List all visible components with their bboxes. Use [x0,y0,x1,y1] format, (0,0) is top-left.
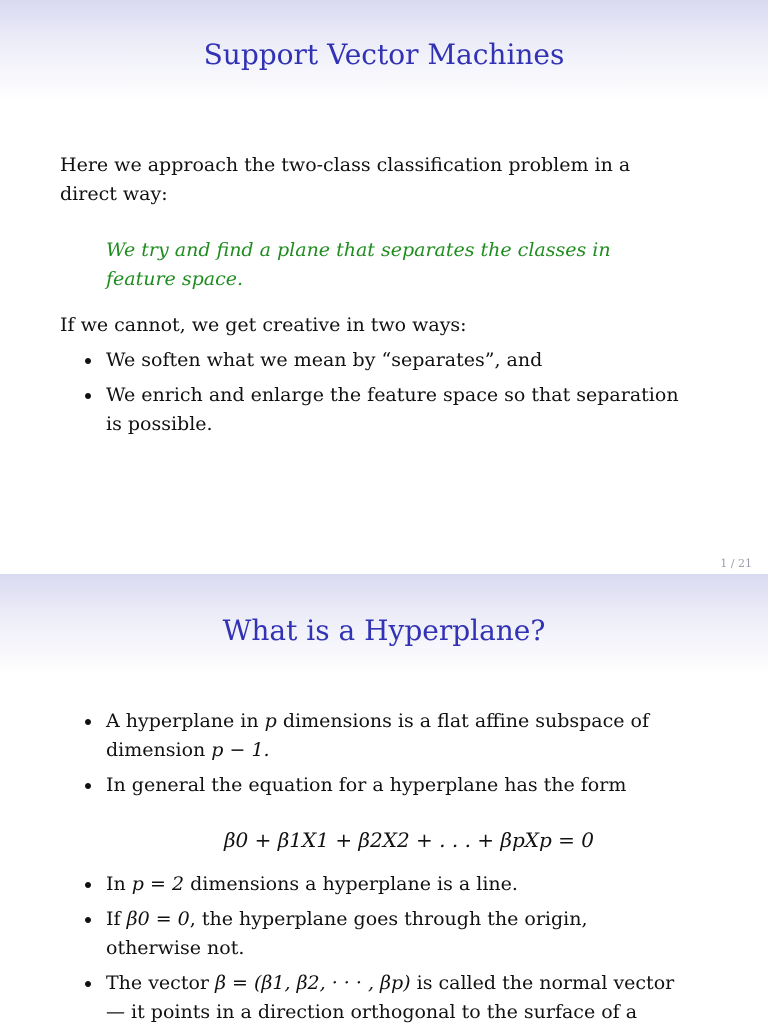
bullet-item: In p = 2 dimensions a hyperplane is a line. [82,870,674,899]
bullet-item: If β0 = 0, the hyperplane goes through the origin, otherwise not. [82,905,674,963]
bullet-icon [85,393,91,399]
bullet-item: A hyperplane in p dimensions is a flat affine subspace of dimension p − 1. [82,707,649,765]
bullet-item: In general the equation for a hyperplane has the form [82,771,649,800]
bullet-item: The vector β = (β1, β2, · · · , βp) is called the normal vector — it points in a direction orthogonal to the surface of a [82,969,674,1024]
followup-text: If we cannot, we get creative in two ways: [60,314,467,336]
page-number: 1 / 21 [720,557,752,570]
bullet-icon [85,783,91,789]
intro-line-2: direct way: [60,183,168,205]
bullet-item: We soften what we mean by “separates”, and [82,346,679,375]
slide-title: What is a Hyperplane? [222,614,546,647]
bullet-list-bottom [82,870,674,1024]
highlighted-quote [106,236,611,294]
bullet-icon [85,882,91,888]
quote-line-1: We try and find a plane that separates the classes in [106,239,611,261]
hyperplane-equation: β0 + β1X1 + β2X2 + . . . + βpXp = 0 [223,828,595,852]
slide-title: Support Vector Machines [203,38,565,71]
bullet-item: We enrich and enlarge the feature space so that separation is possible. [82,381,679,439]
bullet-list [82,346,679,439]
bullet-icon [85,719,91,725]
intro-line-1: Here we approach the two-class classification problem in a [60,154,631,176]
bullet-icon [85,917,91,923]
bullet-icon [85,981,91,987]
quote-line-2: feature space. [106,268,244,290]
slide-2 [0,574,768,1024]
intro-paragraph [60,151,630,209]
bullet-icon [85,358,91,364]
bullet-list-top [82,707,649,800]
